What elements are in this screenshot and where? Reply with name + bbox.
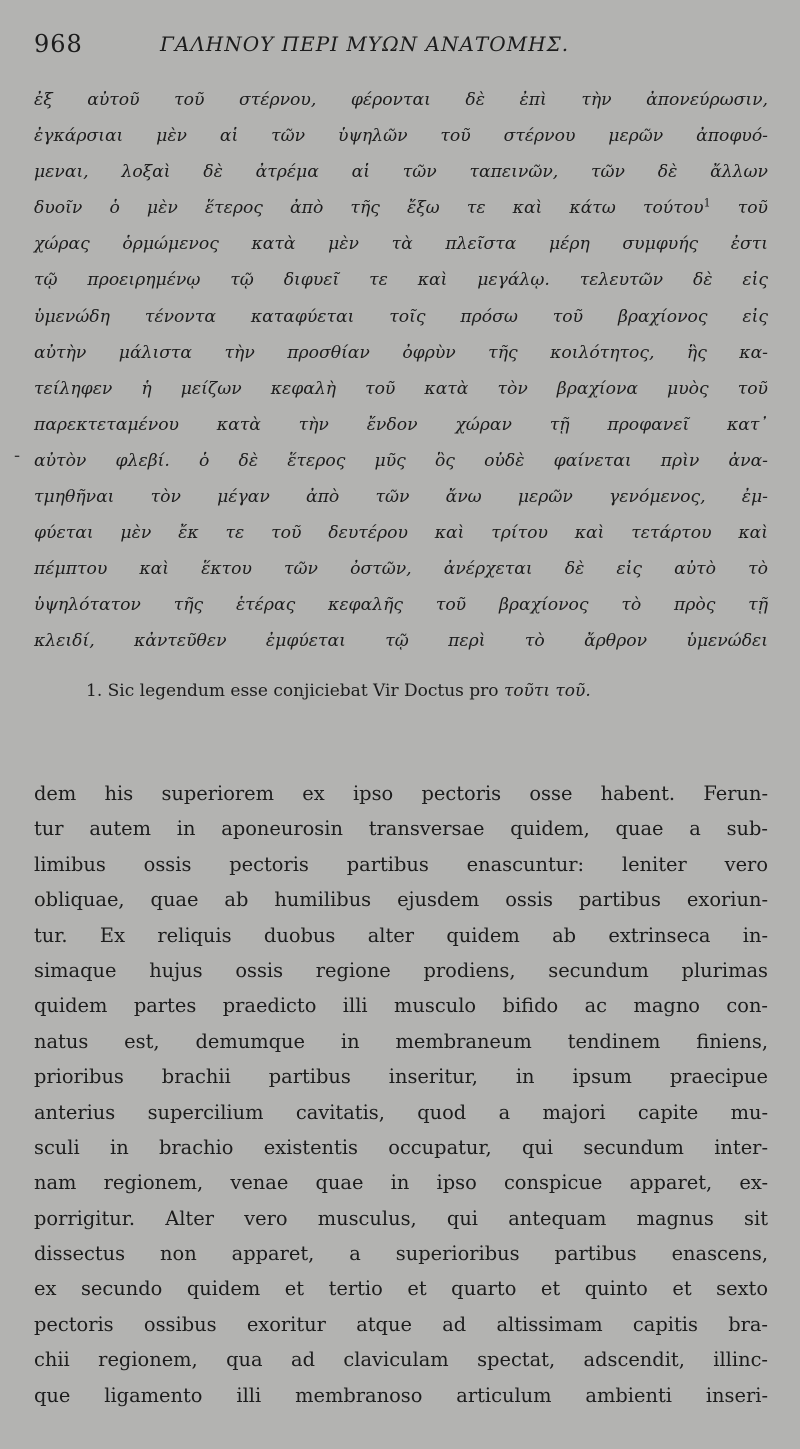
latin-line: dem his superiorem ex ipso pectoris osse habent. Ferun- xyxy=(34,782,768,805)
greek-line-text: δυοῖν ὁ μὲν ἕτερος ἀπὸ τῆς ἔξω τε καὶ κάτω τούτου xyxy=(34,198,704,219)
latin-line: tur autem in aponeurosin transversae quidem, quae a sub- xyxy=(34,817,768,841)
greek-line: αὐτὸν φλεβί. ὁ δὲ ἕτερος μῦς ὃς οὐδὲ φαίνεται πρὶν ἀνα- xyxy=(34,450,768,471)
greek-line: τῷ προειρημένῳ τῷ διφυεῖ τε καὶ μεγάλῳ. τελευτῶν δὲ εἰς xyxy=(34,270,768,291)
latin-line: chii regionem, qua ad claviculam spectat, adscendit, illinc- xyxy=(34,1348,768,1372)
greek-line: αὐτὴν μάλιστα τὴν προσθίαν ὀφρὺν τῆς κοιλότητος, ἣς κα- xyxy=(34,342,768,363)
latin-line: quidem partes praedicto illi musculo bifido ac magno con- xyxy=(34,994,768,1018)
greek-line: φύεται μὲν ἔκ τε τοῦ δευτέρου καὶ τρίτου καὶ τετάρτου καὶ xyxy=(34,523,768,544)
greek-line: κλειδί, κἀντεῦθεν ἐμφύεται τῷ περὶ τὸ ἄρθρον ὑμενώδει xyxy=(34,631,768,652)
latin-line: porrigitur. Alter vero musculus, qui antequam magnus sit xyxy=(34,1206,768,1230)
greek-line: τμηθῆναι τὸν μέγαν ἀπὸ τῶν ἄνω μερῶν γενόμενος, ἐμ- xyxy=(34,487,768,508)
greek-line: πέμπτου καὶ ἕκτου τῶν ὀστῶν, ἀνέρχεται δὲ εἰς αὐτὸ τὸ xyxy=(34,559,768,580)
latin-line: que ligamento illi membranoso articulum ambienti inseri- xyxy=(34,1383,768,1407)
latin-line: natus est, demumque in membraneum tendinem finiens, xyxy=(34,1029,768,1053)
greek-line: τείληφεν ἡ μείζων κεφαλὴ τοῦ κατὰ τὸν βραχίονα μυὸς τοῦ xyxy=(34,378,768,399)
footnote-greek: τοῦτι τοῦ. xyxy=(503,681,591,701)
greek-line: ὑψηλότατον τῆς ἑτέρας κεφαλῆς τοῦ βραχίονος τὸ πρὸς τῇ xyxy=(34,595,768,616)
latin-line: tur. Ex reliquis duobus alter quidem ab extrinseca in- xyxy=(34,923,768,947)
greek-line: ἐξ αὐτοῦ τοῦ στέρνου, φέρονται δὲ ἐπὶ τὴν ἀπονεύρωσιν, xyxy=(34,90,768,110)
footnote-marker[interactable]: 1 xyxy=(703,196,711,210)
latin-line: ex secundo quidem et tertio et quarto et quinto et sexto xyxy=(34,1277,768,1301)
greek-line-with-footnote xyxy=(34,190,768,226)
greek-line: ἐγκάρσιαι μὲν αἱ τῶν ὑψηλῶν τοῦ στέρνου μερῶν ἀποφυό- xyxy=(34,126,768,147)
latin-line: simaque hujus ossis regione prodiens, secundum plurimas xyxy=(34,958,768,982)
footnote-number: 1. xyxy=(86,681,103,701)
page-header xyxy=(34,30,774,64)
greek-line-tail: τοῦ xyxy=(737,198,769,219)
latin-line: sculi in brachio existentis occupatur, qui secundum inter- xyxy=(34,1135,768,1159)
page-number: 968 xyxy=(34,30,83,58)
footnote-text: Sic legendum esse conjiciebat Vir Doctus pro xyxy=(107,681,499,701)
latin-line: nam regionem, venae quae in ipso conspicue apparet, ex- xyxy=(34,1171,768,1195)
latin-line: prioribus brachii partibus inseritur, in ipsum praecipue xyxy=(34,1065,768,1089)
latin-line: limibus ossis pectoris partibus enascuntur: leniter vero xyxy=(34,852,768,876)
latin-line: pectoris ossibus exoritur atque ad altissimam capitis bra- xyxy=(34,1312,768,1336)
greek-text xyxy=(34,82,768,660)
latin-line: anterius supercilium cavitatis, quod a majori capite mu- xyxy=(34,1100,768,1124)
greek-line: παρεκτεταμένου κατὰ τὴν ἔνδον χώραν τῇ προφανεῖ κατ᾽ xyxy=(34,414,768,435)
greek-line: χώρας ὁρμώμενος κατὰ μὲν τὰ πλεῖστα μέρη συμφυής ἐστι xyxy=(34,234,768,255)
latin-text xyxy=(34,776,768,1413)
running-head: ΓΑΛΗΝΟΥ ΠΕΡΙ ΜΥΩΝ ΑΝΑΤΟΜΗΣ. xyxy=(160,32,570,56)
footnote xyxy=(86,676,770,706)
greek-line: ὑμενώδη τένοντα καταφύεται τοῖς πρόσω τοῦ βραχίονος εἰς xyxy=(34,306,768,327)
latin-line: obliquae, quae ab humilibus ejusdem ossis partibus exoriun- xyxy=(34,888,768,912)
latin-line: dissectus non apparet, a superioribus partibus enascens, xyxy=(34,1242,768,1266)
greek-line: μεναι, λοξαὶ δὲ ἀτρέμα αἱ τῶν ταπεινῶν, τῶν δὲ ἄλλων xyxy=(34,162,768,183)
margin-mark: - xyxy=(14,445,21,466)
